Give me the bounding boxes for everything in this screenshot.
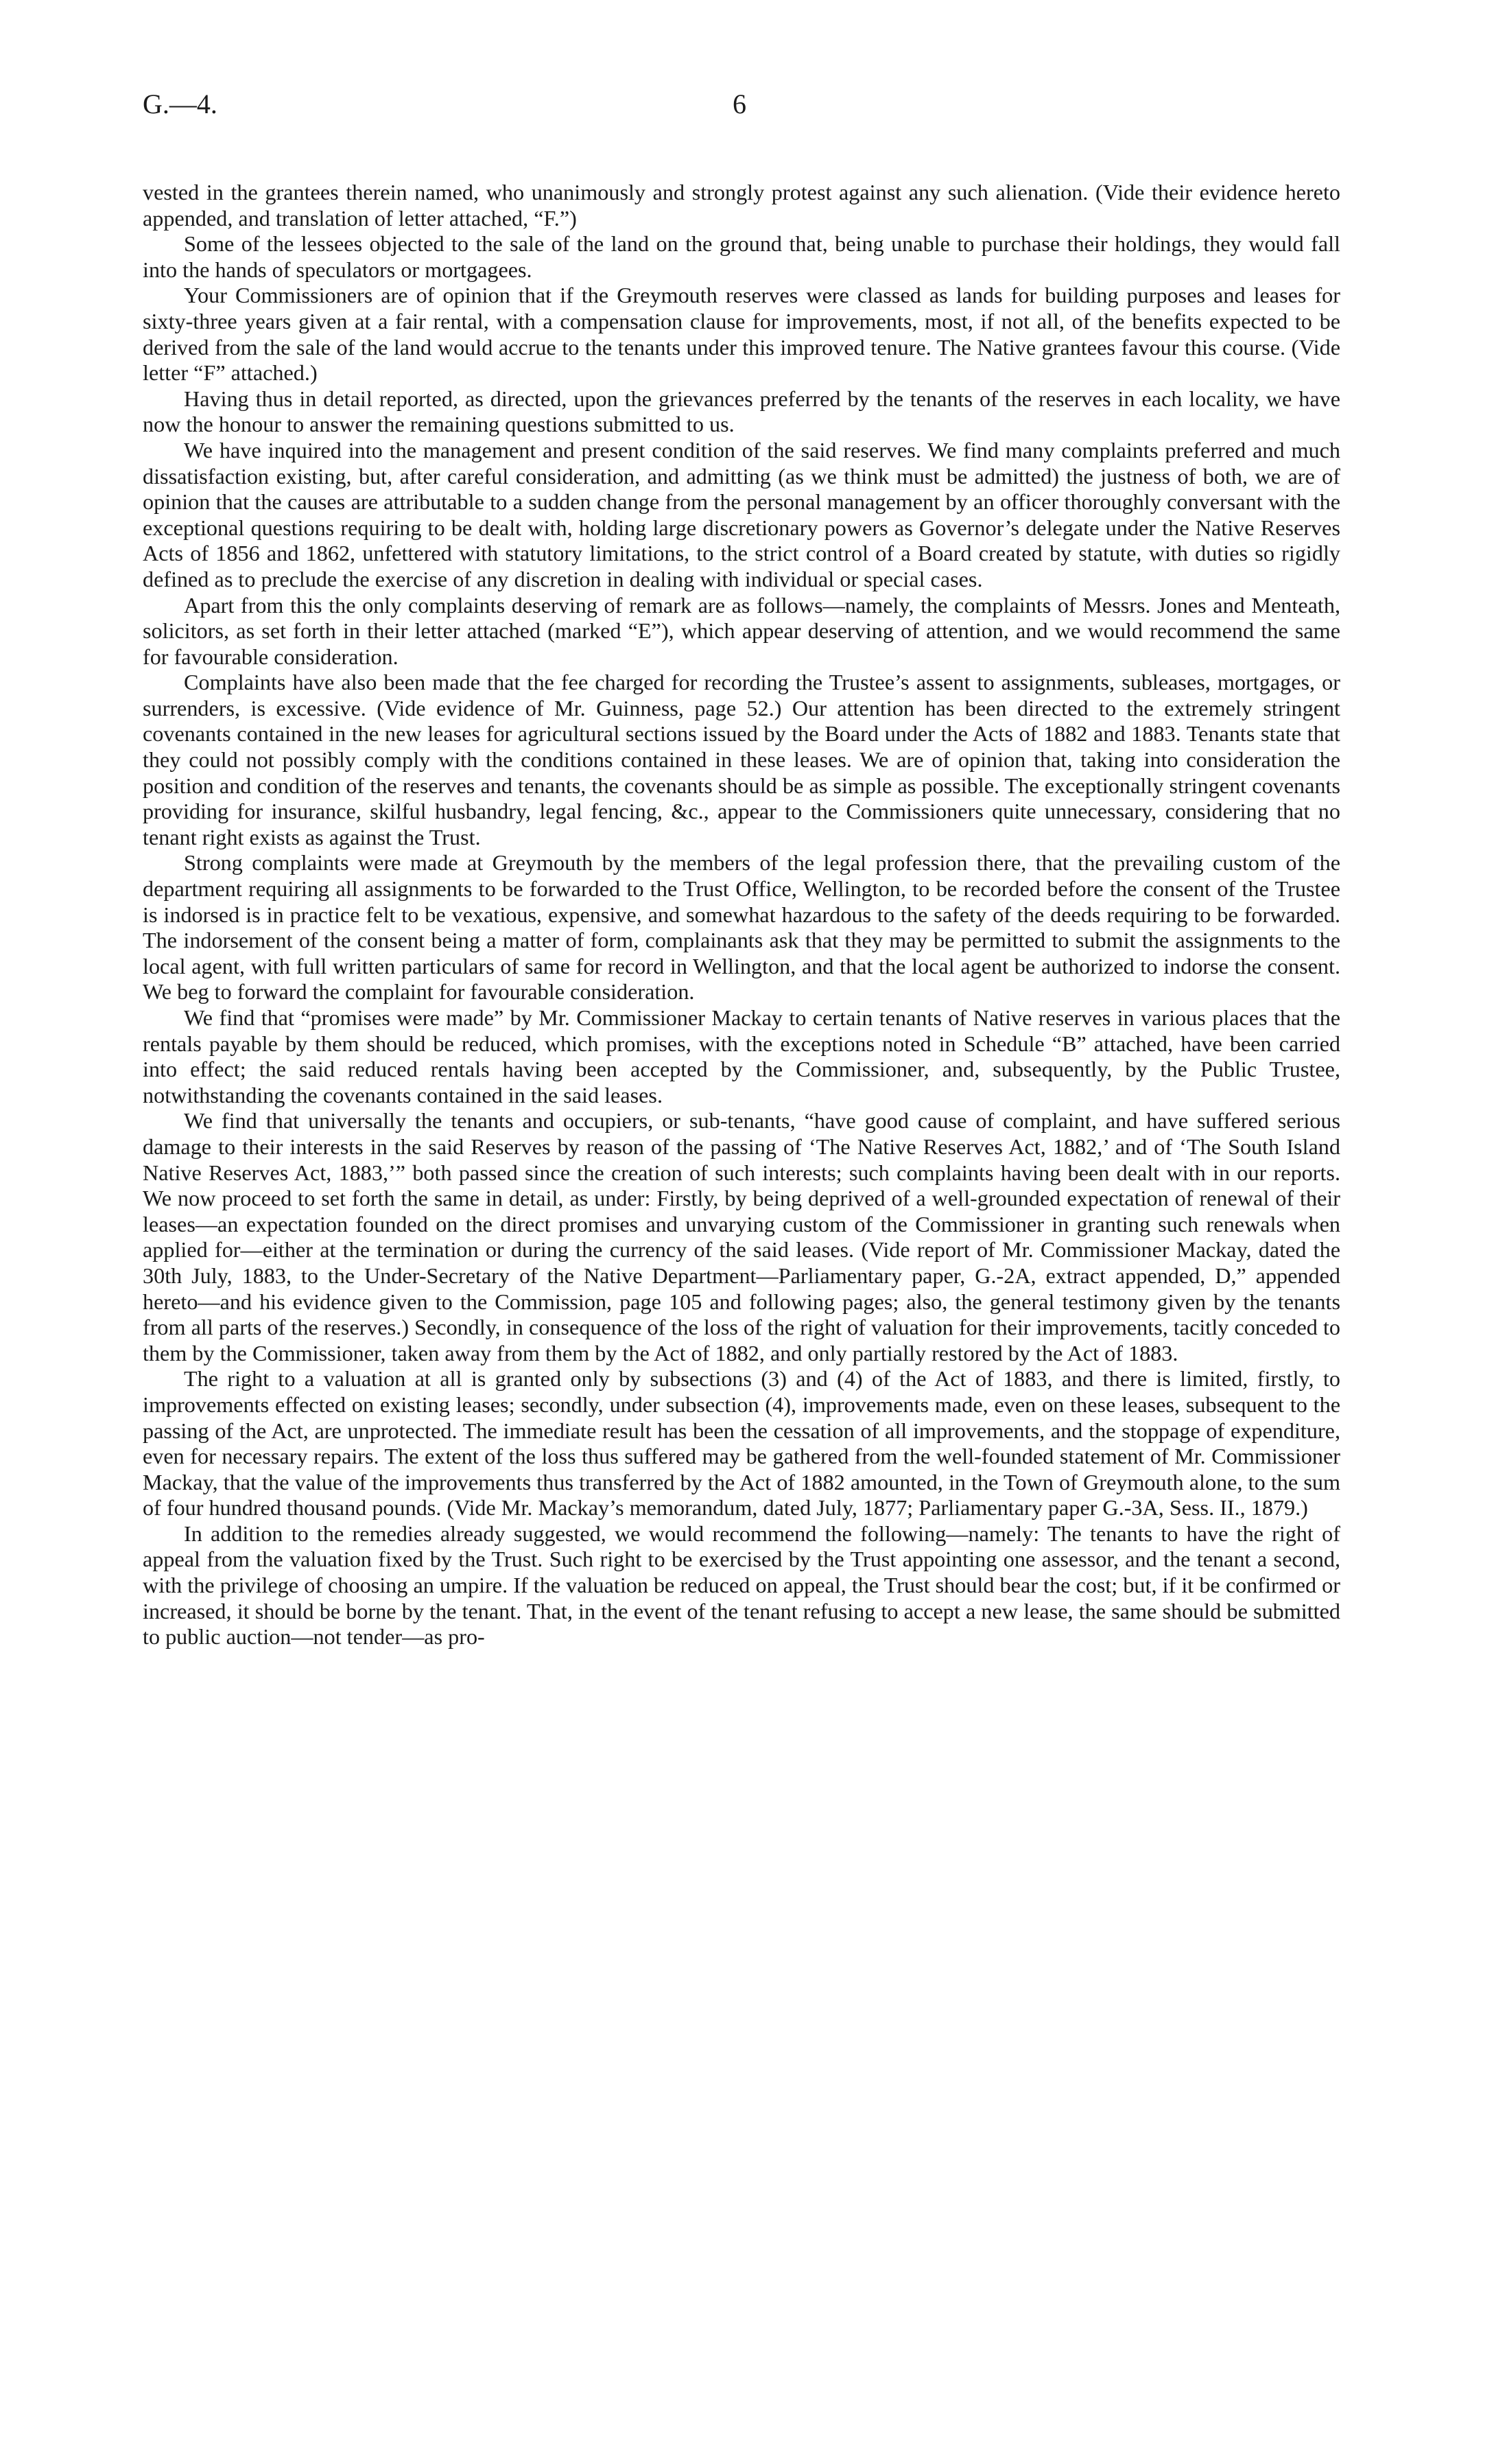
- page-number: 6: [733, 89, 746, 119]
- paragraph-assignments-complaint: Strong complaints were made at Greymouth by the members of the legal profession there, that the prevailing custom of the department requiring all assignments to be forwarded to the Trust Office, Wellington, to be recorded before the consent of the Trustee is indorsed is in practice felt to be vexatious, expensive, and somewhat hazardous to the safety of the deeds requiring to be forwarded. The indorsement of the consent being a matter of form, complainants ask that they may be permitted to submit the assignments to the local agent, with full written particulars of same for record in Wellington, and that the local agent be authorized to indorse the consent. We beg to forward the complaint for favourable consideration.: [143, 850, 1340, 1005]
- body-text: [143, 180, 1340, 1650]
- paragraph-management-condition: We have inquired into the management and present condition of the said reserves. We find many complaints preferred and much dissatisfaction existing, but, after careful consideration, and admitting (as we think must be admitted) the justness of both, we are of opinion that the causes are attributable to a sudden change from the personal management by an officer thoroughly conversant with the exceptional questions requiring to be dealt with, holding large discretionary powers as Governor’s delegate under the Native Reserves Acts of 1856 and 1862, unfettered with statutory limitations, to the strict control of a Board created by statute, with duties so rigidly defined as to preclude the exercise of any discretion in dealing with individual or special cases.: [143, 437, 1340, 591]
- page-header: [143, 88, 1340, 129]
- paragraph-continuation: vested in the grantees therein named, who unanimously and strongly protest against any such alienation. (Vide their evidence hereto appended, and translation of letter attached, “F.”): [143, 180, 1340, 231]
- paragraph-additional-remedies: In addition to the remedies already suggested, we would recommend the following—namely: The tenants to have the right of appeal from the valuation fixed by the Trust. Such right to be exercised by the Trust appointing one assessor, and the tenant a second, with the privilege of choosing an umpire. If the valuation be reduced on appeal, the Trust should bear the cost; but, if it be confirmed or increased, it should be borne by the tenant. That, in the event of the tenant refusing to accept a new lease, the same should be submitted to public auction—not tender—as pro-: [143, 1521, 1340, 1650]
- paragraph-lessees-objection: Some of the lessees objected to the sale of the land on the ground that, being unable to purchase their holdings, they would fall into the hands of speculators or mortgagees.: [143, 231, 1340, 282]
- paragraph-promises-made: We find that “promises were made” by Mr. Commissioner Mackay to certain tenants of Native reserves in various places that the rentals payable by them should be reduced, which promises, with the exceptions noted in Schedule “B” attached, have been carried into effect; the said reduced rentals having been accepted by the Commissioner, and, subsequently, by the Public Trustee, notwithstanding the covenants contained in the said leases.: [143, 1005, 1340, 1107]
- paragraph-cause-of-complaint: We find that universally the tenants and occupiers, or sub-tenants, “have good cause of complaint, and have suffered serious damage to their interests in the said Reserves by reason of the passing of ‘The Native Reserves Act, 1882,’ and of ‘The South Island Native Reserves Act, 1883,’” both passed since the creation of such interests; such complaints having been dealt with in our reports. We now proceed to set forth the same in detail, as under: Firstly, by being deprived of a well-grounded expectation of renewal of their leases—an expectation founded on the direct promises and unvarying custom of the Commissioner in granting such renewals when applied for—either at the termination or during the currency of the said leases. (Vide report of Mr. Commissioner Mackay, dated the 30th July, 1883, to the Under-Secretary of the Native Department—Parliamentary paper, G.-2A, extract appended, D,” appended hereto—and his evidence given to the Commission, page 105 and following pages; also, the general testimony given by the tenants from all parts of the reserves.) Secondly, in consequence of the loss of the right of valuation for their improvements, tacitly conceded to them by the Commissioner, taken away from them by the Act of 1882, and only partially restored by the Act of 1883.: [143, 1108, 1340, 1365]
- paragraph-jones-menteath-complaint: Apart from this the only complaints deserving of remark are as follows—namely, the complaints of Messrs. Jones and Menteath, solicitors, as set forth in their letter attached (marked “E”), which appear deserving of attention, and we would recommend the same for favourable consideration.: [143, 592, 1340, 669]
- paragraph-remaining-questions: Having thus in detail reported, as directed, upon the grievances preferred by the tenants of the reserves in each locality, we have now the honour to answer the remaining questions submitted to us.: [143, 386, 1340, 437]
- paragraph-fee-covenants: Complaints have also been made that the fee charged for recording the Trustee’s assent to assignments, subleases, mortgages, or surrenders, is excessive. (Vide evidence of Mr. Guinness, page 52.) Our attention has been directed to the extremely stringent covenants contained in the new leases for agricultural sections issued by the Board under the Acts of 1882 and 1883. Tenants state that they could not possibly comply with the conditions contained in these leases. We are of opinion that, taking into consideration the position and condition of the reserves and tenants, the covenants should be as simple as possible. The exceptionally stringent covenants providing for insurance, skilful husbandry, legal fencing, &c., appear to the Commissioners quite unnecessary, considering that no tenant right exists as against the Trust.: [143, 670, 1340, 849]
- paper-reference: G.—4.: [143, 89, 217, 119]
- paragraph-right-to-valuation: The right to a valuation at all is granted only by subsections (3) and (4) of the Act of 1883, and there is limited, firstly, to improvements effected on existing leases; secondly, under subsection (4), improvements made, even on these leases, subsequent to the passing of the Act, are unprotected. The immediate result has been the cessation of all improvements, and the stoppage of expenditure, even for necessary repairs. The extent of the loss thus suffered may be gathered from the well-founded statement of Mr. Commissioner Mackay, that the value of the improvements thus transferred by the Act of 1882 amounted, in the Town of Greymouth alone, to the sum of four hundred thousand pounds. (Vide Mr. Mackay’s memorandum, dated July, 1877; Parliamentary paper G.-3A, Sess. II., 1879.): [143, 1366, 1340, 1521]
- paragraph-greymouth-recommendation: Your Commissioners are of opinion that if the Greymouth reserves were classed as lands for building purposes and leases for sixty-three years given at a fair rental, with a compensation clause for improvements, most, if not all, of the benefits expected to be derived from the sale of the land would accrue to the tenants under this improved tenure. The Native grantees favour this course. (Vide letter “F” attached.): [143, 283, 1340, 386]
